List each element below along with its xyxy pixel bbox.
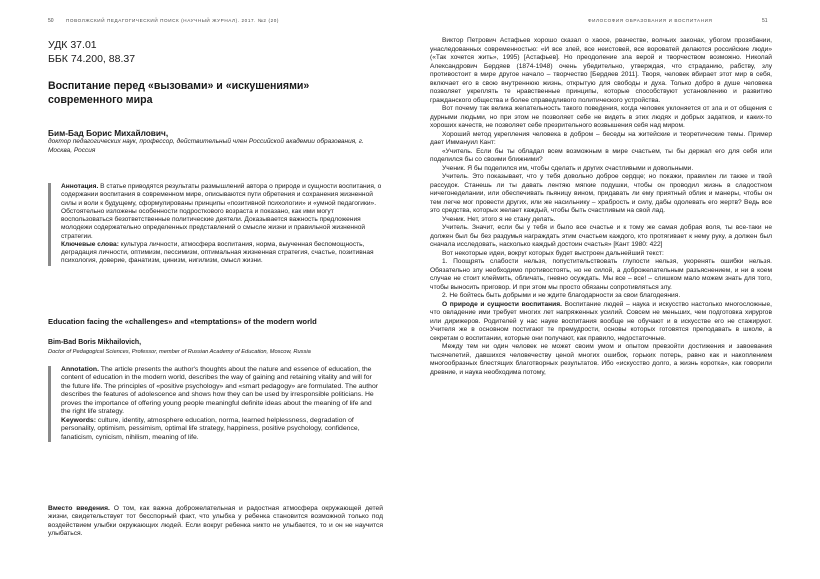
paragraph: «Учитель. Если бы ты обладал всем возможным в мире счастьем, ты бы держал его для себя или поделился бы со своими ближними?	[430, 147, 772, 163]
paragraph: Учитель. Это показывает, что у тебя довольно доброе сердце; но покажи, правилен ли также и твой рассудок. Станешь ли ты давать лентяю мягкие подушки, чтобы он проводил жизнь в сладостном ничегонеделании, или обеспечивать пьяницу вином, придавать ли ему приятный облик и манеры, чтобы он тем легче мог провести других, или же насильнику – храбрость и силу, дабы одолевать его жертв? Ведь все это средства, которых желает каждый, чтобы быть счастливым на свой лад.	[430, 173, 772, 214]
en-keywords-label: Keywords:	[61, 416, 96, 424]
paragraph: Ученик. Нет, этого я не стану делать.	[442, 215, 556, 223]
paragraph: Учитель. Значит, если бы у тебя и было все счастье и к тому же самая добрая воля, ты все-таки не должен был бы без раздумья награждать этим счастьем каждого, кто протягивает к нему руку, а должен был сначала исследовать, насколько каждый достоин счастья» [Кант 1980: 422]	[430, 224, 772, 248]
running-header-left: ПОВОЛЖСКИЙ ПЕДАГОГИЧЕСКИЙ ПОИСК (НАУЧНЫЙ ЖУРНАЛ). 2017. №2 (20)	[66, 18, 280, 23]
intro-label: Вместо введения.	[48, 505, 110, 512]
page-number-right: 51	[762, 18, 768, 24]
en-abstract-label: Annotation.	[61, 366, 100, 373]
udc-code: УДК 37.01	[48, 39, 97, 51]
abstract-en	[48, 366, 383, 442]
author-name: Бим-Бад Борис Михайлович,	[48, 128, 169, 138]
abstract-label: Аннотация.	[61, 183, 99, 190]
keywords-label: Ключевые слова:	[61, 240, 119, 248]
keywords-text: культура личности, атмосфера воспитания, норма, выученная беспомощность, деградация личности, оптимизм, пессимизм, оптимальная жизненная стратегия, счастье, позитивная психология, доверие, фанатизм, цинизм, нигилизм, смысл жизни.	[61, 240, 374, 265]
english-affiliation: Doctor of Pedagogical Sciences, Professor, member of Russian Academy of Education, Moscow, Russia	[48, 349, 311, 355]
nature-paragraph	[430, 301, 772, 344]
bbk-code: ББК 74.200, 88.37	[48, 53, 136, 65]
author-affiliation: доктор педагогических наук, профессор, действительный член Российской академии образования, г. Москва, Россия	[48, 138, 364, 154]
paragraph: Вот почему так велика желательность такого поведения, когда человек уклоняется от зла и от общения с дурными людьми, но при этом не позволяет себе не видеть в этих людях и добрых задатков, и каких-то хороших качеств, не позволяет себе презрительного возвышения себя над миром.	[430, 105, 772, 129]
nature-label: О природе и сущности воспитания.	[442, 300, 562, 308]
paragraph: Хороший метод укрепления человека в добром – беседы на житейские и теоретические темы. Пример дает Иммануил Кант:	[430, 130, 772, 146]
nature-text: Воспитание людей – наука и искусство настолько многосложные, что овладение ими требует многих лет напряженных усилий. Совсем не меньших, чем подготовка хирургов или дирижеров. Родителей у нас науке воспитания вообще не обучают и в искусстве его не стажируют. Учителя же в основном постигают те премудрости, основы которых готовятся преподавать в школе, а секретам о воспитании, которые они получают, как правило, недостаточные.	[430, 300, 772, 342]
en-keywords-text: culture, identity, atmosphere education, norma, learned helplessness, degradation of personality, optimism, pessimism, optimal life strategy, happiness, positive psychology, confidence, fanaticism, cynicism, nihilism, meaning of life.	[61, 416, 360, 441]
en-abstract-text: The article presents the author's thoughts about the nature and essence of education, the content of education in the modern world, describes the way of gaining and retaining vitality and will for the future life. The principles of «positive psychology» and «smart pedagogy» are formulated. The author describes the features of adolescence and shows how they can be used by irresponsible politicians. He proves the importance of offering young people meaningful definite ideas about the meaning of life and the right life strategy.	[61, 366, 379, 416]
paragraph: Виктор Петрович Астафьев хорошо сказал о хаосе, рвачестве, волчьих законах, убогом прозябании, унаследованных современностью: «И все злей, все неистовей, все вороватей делаются российские люди» («Так хочется жить», 1995) [Астафьев]. Но преодоление зла верой и творчеством возможно. Николай Александрович Бердяев (1874-1948) очень убедительно, утверждая, что страданию, рабству, злу противостоит в мире другое начало – творчество [Бердяев 2011]. Творя, человек вбирает этот мир в себя, включает его в свою внутреннюю жизнь, открытую для свободы и духа. Только добро в душе человека позволяет укреплять те нравственные принципы, которые способствуют установлению и развитию гражданского общества и более справедливого политического устройства.	[430, 37, 772, 104]
paragraph: 2. Не бойтесь быть добрыми и не ждите благодарности за свои благодеяния.	[442, 292, 681, 299]
paragraph: 1. Поощрять слабости нельзя, попустительствовать глупости нельзя, укоренять ошибки нельзя. Обязательно злу необходимо противостоять, но не силой, а доброжелательным разъяснением, и ни в коем случае не стоит клеймить, обличать, гневно осуждать. Мы все – все! – слишком мало можем знать для того, чтобы выносить приговор. И при этом мы просто обязаны сопротивляться злу.	[430, 258, 772, 291]
right-body-text	[430, 37, 772, 377]
abstract-ru	[48, 183, 383, 266]
intro-text: О том, как важна доброжелательная и радостная атмосфера окружающей детей жизни, свидетельствует тот бесспорный факт, что улыбка у ребенка становится возможной только под воздействием улыбки окружающих людей. Если вокруг ребенка никто не улыбается, то и он не научится улыбаться.	[48, 505, 383, 537]
introduction	[48, 505, 383, 538]
paragraph: Между тем ни один человек не может своим умом и опытом превзойти достижения и завоевания тысячелетий, давшихся человечеству ценой многих ошибок, горьких потерь, равно как и накоплением многообразных блестящих благотворных результатов. Ибо «искусство долго, а жизнь коротка», как говорили древние, и наука необходима потому,	[430, 343, 772, 376]
running-header-right: ФИЛОСОФИЯ ОБРАЗОВАНИЯ И ВОСПИТАНИЯ	[588, 18, 713, 23]
page-number-left: 50	[48, 18, 54, 24]
paragraph: Ученик. Я бы поделился им, чтобы сделать и других счастливыми и довольными.	[442, 164, 694, 172]
abstract-text: В статье приводятся результаты размышлений автора о природе и сущности воспитания, о содержании воспитания в современном мире, описываются пути обретения и сохранения жизненной силы и воли к будущему, сформулированы принципы «позитивной психологии» и «умной педагогики». Обстоятельно изложены особенности подросткового возраста и показано, как ими могут воспользоваться безответственные политические деятели. Доказывается важность предложения молодежи содержательно определенных представлений о смысле жизни и правильной жизненной стратегии.	[61, 183, 382, 240]
article-title: Воспитание перед «вызовами» и «искушениями» современного мира	[48, 80, 310, 106]
classification-codes	[48, 38, 135, 66]
english-author: Bim-Bad Boris Mikhailovich,	[48, 339, 142, 346]
english-title: Education facing the «challenges» and «temptations» of the modern world	[48, 317, 317, 326]
paragraph: Вот некоторые идеи, вокруг которых будет выстроен дальнейший текст:	[442, 249, 664, 257]
